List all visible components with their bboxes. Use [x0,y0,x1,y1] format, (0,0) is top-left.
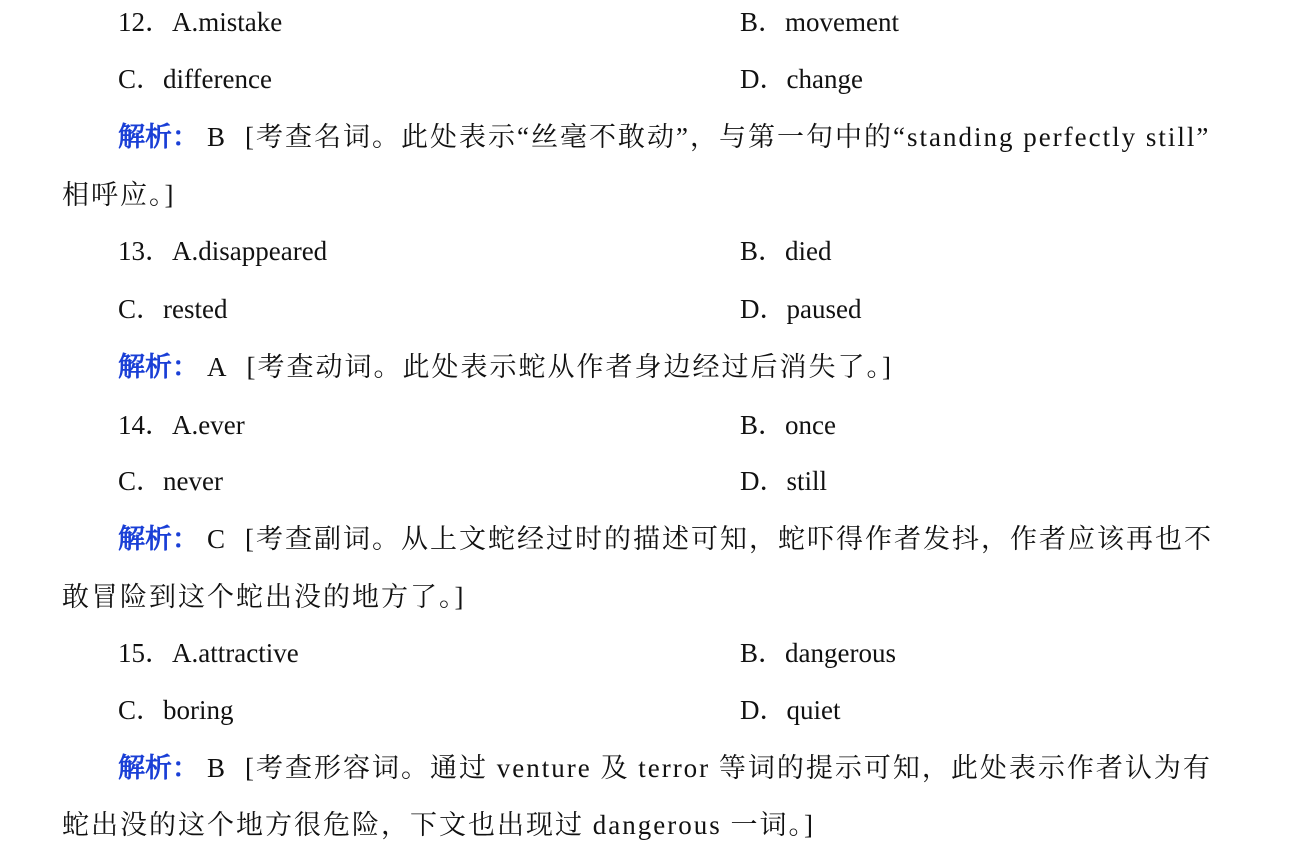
q14-option-c: C．never [118,466,223,496]
q13-option-c: C．rested [118,294,228,324]
q12-option-b: B．movement [740,7,899,37]
q14-answer: C [207,524,226,554]
q14-option-d: D．still [740,466,828,496]
q13-option-d: D．paused [740,294,862,324]
q14-analysis-cont: 敢冒险到这个蛇出没的地方了。] [62,582,466,612]
q12-analysis-cont: 相呼应。] [62,180,176,210]
analysis-label: 解析： [118,524,199,554]
q15-option-b: B．dangerous [740,638,896,668]
q14-analysis [118,522,1224,556]
q15-analysis-cont: 蛇出没的这个地方很危险，下文也出现过 dangerous 一词。] [62,810,815,840]
q12-answer: B [207,122,226,152]
q12-analysis-text: [考查名词。此处表示“丝毫不敢动”，与第一句中的“standing perfectly still” [245,122,1211,152]
q14-option-a: 14．A.ever [118,410,245,440]
q15-option-a: 15．A.attractive [118,638,299,668]
q15-answer: B [207,753,226,783]
analysis-label: 解析： [118,753,199,783]
q14-option-b: B．once [740,410,836,440]
analysis-label: 解析： [118,122,199,152]
q15-option-d: D．quiet [740,695,841,725]
q14-analysis-text: [考查副词。从上文蛇经过时的描述可知，蛇吓得作者发抖，作者应该再也不 [245,524,1214,554]
q15-option-c: C．boring [118,695,234,725]
q12-analysis [118,120,1224,154]
analysis-label: 解析： [118,352,199,382]
q13-answer: A [207,352,227,382]
q12-option-a: 12．A.mistake [118,7,283,37]
q12-option-d: D．change [740,64,863,94]
q13-analysis-text: [考查动词。此处表示蛇从作者身边经过后消失了。] [246,352,893,382]
q12-option-c: C．difference [118,64,272,94]
q13-option-a: 13．A.disappeared [118,236,328,266]
q15-analysis-text: [考查形容词。通过 venture 及 terror 等词的提示可知，此处表示作者认为有 [245,753,1212,783]
q13-option-b: B．died [740,236,832,266]
q15-analysis [118,751,1224,785]
q13-analysis [118,350,1224,384]
